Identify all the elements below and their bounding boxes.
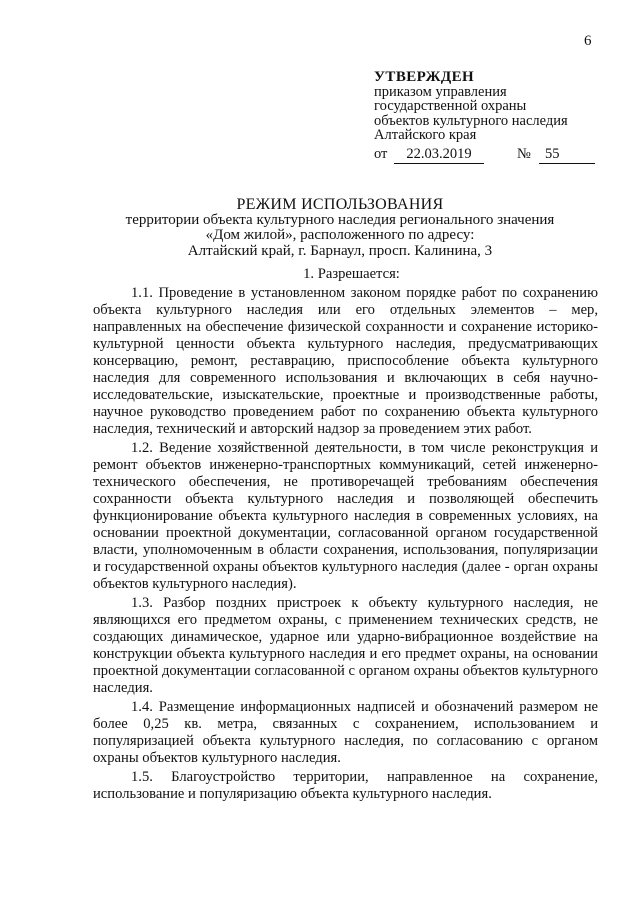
document-body — [93, 266, 598, 803]
approval-date-row — [374, 147, 614, 167]
document-subtitle-line: Алтайский край, г. Барнаул, просп. Калинина, 3 — [187, 242, 493, 259]
approval-heading: УТВЕРЖДЕН — [374, 69, 475, 85]
paragraph-1-2: 1.2. Ведение хозяйственной деятельности, в том числе реконструкция и ремонт объектов инженерно-транспортных коммуникаций, сетей инженерно-технического обеспечения, не противоречащей требованиям обеспечения сохранности объекта культурного наследия и позволяющей обеспечить функционирование объекта культурного наследия в современных условиях, на основании проектной документации, согласованной органом государственной власти, уполномоченным в области сохранения, использования, популяризации и государственной охраны объектов культурного наследия (далее - орган охраны объектов культурного наследия). — [93, 440, 598, 592]
section-heading: 1. Разрешается: — [303, 266, 400, 282]
approval-date: 22.03.2019 — [394, 147, 484, 164]
approval-line: Алтайского края — [374, 127, 477, 144]
paragraph-1-5: 1.5. Благоустройство территории, направленное на сохранение, использование и популяризацию объекта культурного наследия. — [93, 769, 598, 802]
approval-from-label: от — [374, 145, 388, 162]
paragraph-1-1: 1.1. Проведение в установленном законом порядке работ по сохранению объекта культурного наследия или его отдельных элементов – мер, направленных на обеспечение физической сохранности и сохранение историко-культурной ценности объекта культурного наследия, предусматривающих консервацию, ремонт, реставрацию, приспособление объекта культурного наследия для современного использования и включающих в себя научно-исследовательские, изыскательские, проектные и производственные работы, научное руководство проведением работ по сохранению объекта культурного наследия, технический и авторский надзор за проведением этих работ. — [93, 285, 598, 437]
approval-number-label: № — [517, 145, 531, 162]
document-subtitle-line: территории объекта культурного наследия регионального значения — [125, 212, 555, 229]
paragraph-1-3: 1.3. Разбор поздних пристроек к объекту культурного наследия, не являющихся его предметом охраны, с применением технических средств, не создающих динамическое, ударное или ударно-вибрационное воздействие на конструкции объекта культурного наследия и его предмет охраны, на основании проектной документации согласованной с органом охраны объектов культурного наследия. — [93, 595, 598, 696]
page-number: 6 — [584, 33, 592, 49]
document-subtitle-line: «Дом жилой», расположенного по адресу: — [205, 227, 475, 244]
approval-number: 55 — [539, 147, 595, 164]
approval-line: приказом управления — [374, 83, 507, 100]
document-title: РЕЖИМ ИСПОЛЬЗОВАНИЯ — [236, 196, 444, 213]
paragraph-1-4: 1.4. Размещение информационных надписей и обозначений размером не более 0,25 кв. метра, связанных с сохранением, использованием и популяризацией объекта культурного наследия, по согласованию с органом охраны объектов культурного наследия. — [93, 699, 598, 766]
approval-line: государственной охраны — [374, 98, 527, 115]
approval-line: объектов культурного наследия — [374, 112, 568, 129]
document-title-block — [60, 197, 620, 259]
approval-stamp-block — [374, 70, 614, 167]
